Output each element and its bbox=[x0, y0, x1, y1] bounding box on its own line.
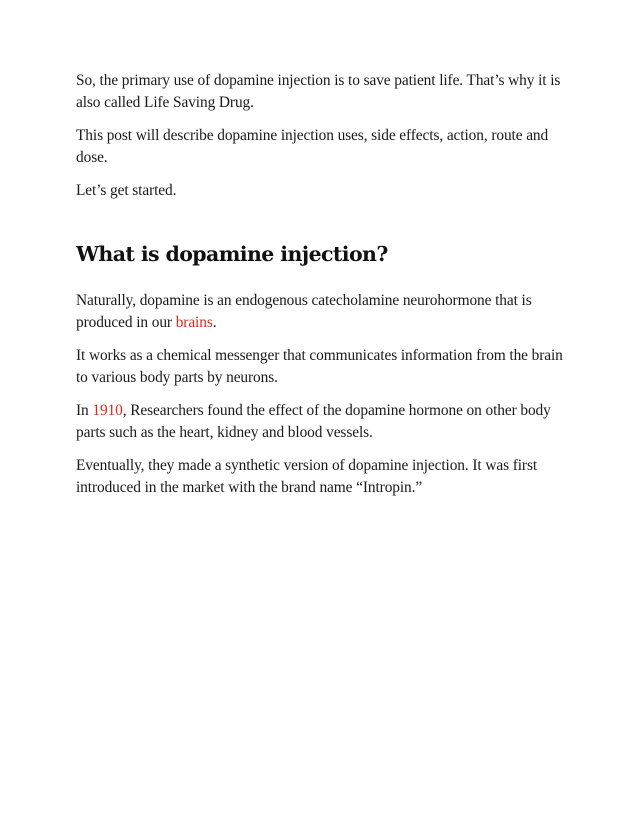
synthetic-paragraph: Eventually, they made a synthetic version of dopamine injection. It was first introduced in the market with the brand name “Intropin.” bbox=[76, 457, 538, 496]
definition-text-end: . bbox=[212, 314, 217, 331]
brains-link[interactable]: brains bbox=[175, 314, 213, 331]
document-page bbox=[76, 70, 576, 510]
intro-paragraph-overview: This post will describe dopamine injection uses, side effects, action, route and dose. bbox=[76, 127, 549, 166]
history-text: , Researchers found the effect of the dopamine hormone on other body parts such as the heart, kidney and blood vessels. bbox=[76, 402, 551, 441]
definition-text: Naturally, dopamine is an endogenous catecholamine neurohormone that is produced in our bbox=[76, 292, 532, 331]
history-text-start: In bbox=[76, 402, 93, 419]
messenger-paragraph: It works as a chemical messenger that communicates information from the brain to various body parts by neurons. bbox=[76, 347, 563, 386]
intro-paragraph-purpose: So, the primary use of dopamine injection is to save patient life. That’s why it is also called Life Saving Drug. bbox=[76, 72, 561, 111]
definition-paragraph bbox=[76, 290, 576, 334]
section-heading: What is dopamine injection? bbox=[76, 242, 388, 266]
intro-paragraph-start: Let’s get started. bbox=[76, 182, 177, 199]
year-1910-link[interactable]: 1910 bbox=[92, 402, 123, 419]
history-paragraph bbox=[76, 400, 576, 444]
